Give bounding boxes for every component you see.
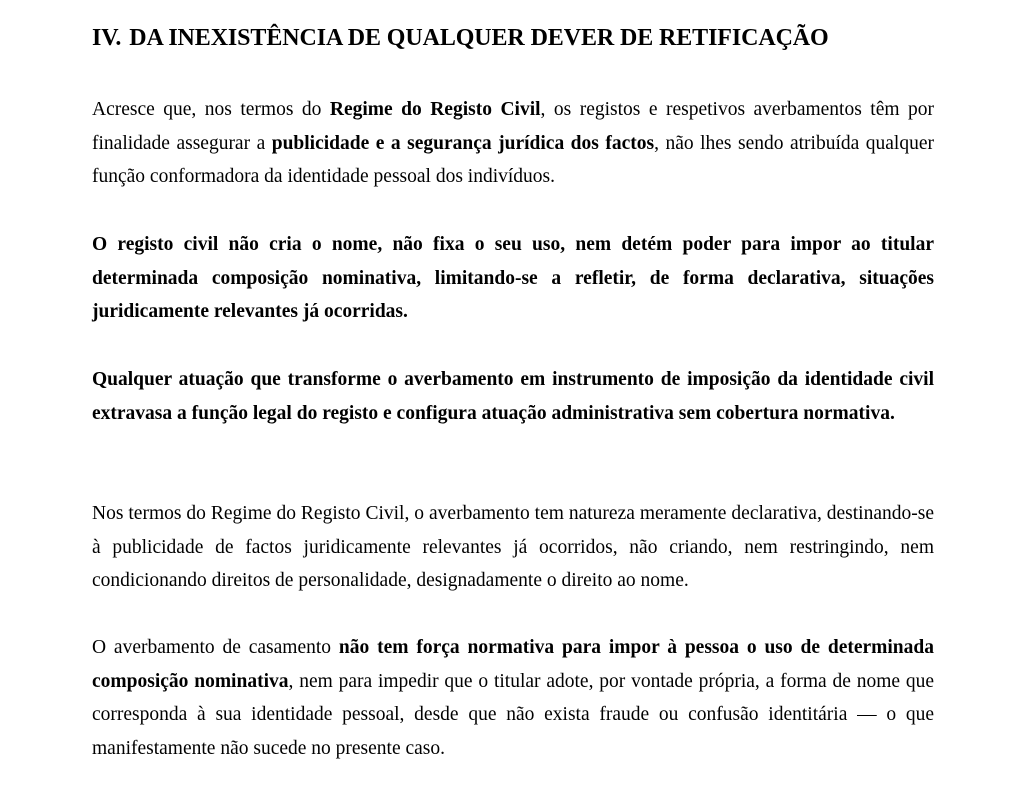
section-heading — [92, 20, 934, 56]
text-segment: , os registos e respetivos averbamentos têm por finalidade assegurar a — [92, 99, 934, 154]
bold-segment: O registo civil não cria o nome, não fixa o seu uso, nem detém poder para impor ao titular determinada composição nominativa, limitando-se a refletir, de forma declarativa, situações juridicamente relevantes já ocorridas. — [92, 234, 934, 322]
paragraph-4 — [92, 497, 934, 598]
paragraph-3 — [92, 363, 934, 430]
bold-segment: não tem força normativa para impor à pessoa o uso de determinada composição nominativa — [92, 637, 935, 692]
text-segment: O averbamento de casamento — [92, 637, 339, 658]
paragraph-5 — [92, 631, 934, 765]
document-page — [92, 20, 935, 759]
text-segment: , não lhes sendo atribuída qualquer função conformadora da identidade pessoal dos indivíduos. — [92, 132, 935, 187]
text-segment: Acresce que, nos termos do — [92, 99, 330, 120]
bold-segment: Qualquer atuação que transforme o averbamento em instrumento de imposição da identidade civil extravasa a função legal do registo e configura atuação administrativa sem cobertura normativa. — [92, 369, 934, 424]
bold-segment: publicidade e a segurança jurídica dos factos — [271, 132, 655, 154]
bold-segment: Regime do Registo Civil — [329, 99, 541, 120]
paragraph-1 — [92, 93, 934, 194]
paragraph-2 — [92, 228, 934, 329]
text-segment: , nem para impedir que o titular adote, por vontade própria, a forma de nome que corresponda à sua identidade pessoal, desde que não exista fraude ou confusão identitária — o que manifestamente não sucede no presente caso. — [92, 670, 934, 759]
section-title: DA INEXISTÊNCIA DE QUALQUER DEVER DE RETIFICAÇÃO — [129, 25, 829, 51]
section-number: IV. — [92, 25, 122, 51]
text-segment: Nos termos do Regime do Registo Civil, o averbamento tem natureza meramente declarativa, destinando-se à publicidade de factos juridicamente relevantes já ocorridos, não criando, nem restringindo, nem condicionando direitos de personalidade, designadamente o direito ao nome. — [92, 503, 934, 591]
